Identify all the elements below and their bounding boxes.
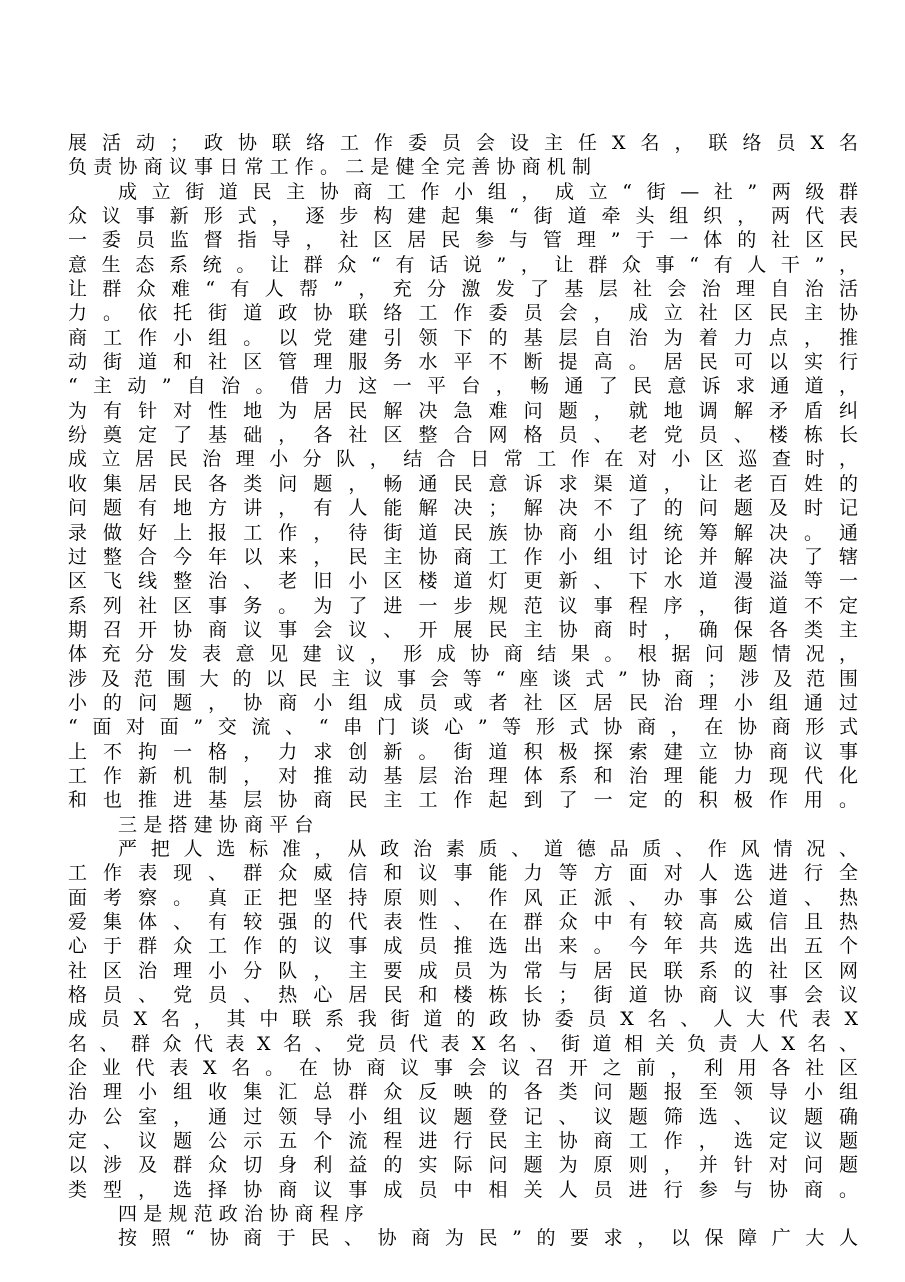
section-heading: 四是规范政治协商程序 (118, 1203, 371, 1226)
text-line: 体充分发表意见建议，形成协商结果。根据问题情况， (68, 643, 873, 666)
text-line: 工作新机制，对推动基层治理体系和治理能力现代化 (68, 764, 875, 787)
text-line: 众议事新形式，逐步构建起集“街道牵头组织，两代表 (68, 205, 873, 228)
text-line: 上不拘一格，力求创新。街道积极探索建立协商议事 (68, 740, 875, 763)
text-line: 为有针对性地为居民解决急难问题，就地调解矛盾纠 (68, 399, 875, 422)
text-line: 名、群众代表X名、党员代表X名、街道相关负责人X名、 (68, 1032, 871, 1055)
text-line: 问题有地方讲，有人能解决；解决不了的问题及时记 (68, 497, 875, 520)
text-line: 和也推进基层协商民主工作起到了一定的积极作用。 (68, 789, 875, 812)
text-line: 期召开协商议事会议、开展民主协商时，确保各类主 (68, 618, 875, 641)
text-line: 以涉及群众切身利益的实际问题为原则，并针对问题 (68, 1154, 875, 1177)
text-line: 格员、党员、热心居民和楼栋长；街道协商议事会议 (68, 984, 875, 1007)
text-line: 涉及范围大的以民主议事会等“座谈式”协商；涉及范围 (68, 667, 872, 690)
text-line: 动街道和社区管理服务水平不断提高。居民可以实行 (68, 351, 875, 374)
text-line: 商工作小组。以党建引领下的基层自治为着力点，推 (68, 326, 875, 349)
document-body (68, 131, 875, 1251)
text-line: 类型，选择协商议事成员中相关人员进行参与协商。 (68, 1178, 875, 1201)
text-line: 治理小组收集汇总群众反映的各类问题报至领导小组 (68, 1081, 875, 1104)
text-line: 爱集体、有较强的代表性、在群众中有较高威信且热 (68, 911, 875, 933)
text-line: 工作表现、群众威信和议事能力等方面对人选进行全 (68, 862, 875, 885)
text-line: 收集居民各类问题，畅通民意诉求渠道，让老百姓的 (68, 472, 875, 495)
text-line: 面考察。真正把坚持原则、作风正派、办事公道、热 (68, 886, 875, 909)
text-line: “面对面”交流、“串门谈心”等形式协商，在协商形式 (68, 716, 873, 739)
text-line: 负责协商议事日常工作。二是健全完善协商机制 (68, 156, 598, 179)
section-heading: 三是搭建协商平台 (118, 813, 320, 836)
text-line: 办公室，通过领导小组议题登记、议题筛选、议题确 (68, 1105, 875, 1128)
text-line: 社区治理小分队，主要成员为常与居民联系的社区网 (68, 959, 875, 982)
text-line: 心于群众工作的议事成员推选出来。今年共选出五个 (68, 935, 875, 958)
text-line: 成立街道民主协商工作小组，成立“街—社”两级群 (118, 180, 873, 203)
text-line: 成立居民治理小分队，结合日常工作在对小区巡查时， (68, 448, 873, 471)
text-line: 企业代表X名。在协商议事会议召开之前，利用各社区 (68, 1057, 873, 1080)
text-line: 录做好上报工作，待街道民族协商小组统筹解决。通 (68, 521, 875, 544)
text-line: 系列社区事务。为了进一步规范议事程序，街道不定 (68, 594, 875, 617)
text-line: 成员X名，其中联系我街道的政协委员X名、人大代表X (68, 1008, 872, 1031)
text-line: 定、议题公示五个流程进行民主协商工作，选定议题 (68, 1130, 875, 1153)
text-line: 意生态系统。让群众“有话说”，让群众事“有人干”， (68, 253, 873, 276)
text-line: 让群众难“有人帮”，充分激发了基层社会治理自治活 (68, 278, 874, 301)
text-line: 严把人选标准，从政治素质、道德品质、作风情况、 (118, 837, 872, 860)
text-line: 力。依托街道政协联络工作委员会，成立社区民主协 (68, 302, 875, 325)
text-line: 按照“协商于民、协商为民”的要求，以保障广大人 (118, 1227, 873, 1250)
text-line: 展活动；政协联络工作委员会设主任X名，联络员X名 (68, 132, 873, 154)
text-line: 小的问题，协商小组成员或者社区居民治理小组通过 (68, 691, 875, 714)
text-line: 过整合今年以来，民主协商工作小组讨论并解决了辖 (68, 545, 875, 568)
text-line: 纷奠定了基础，各社区整合网格员、老党员、楼栋长 (68, 424, 875, 447)
text-line: 一委员监督指导，社区居民参与管理”于一体的社区民 (68, 229, 873, 252)
text-line: 区飞线整治、老旧小区楼道灯更新、下水道漫溢等一 (68, 570, 875, 593)
text-line: “主动”自治。借力这一平台，畅通了民意诉求通道， (68, 375, 874, 398)
